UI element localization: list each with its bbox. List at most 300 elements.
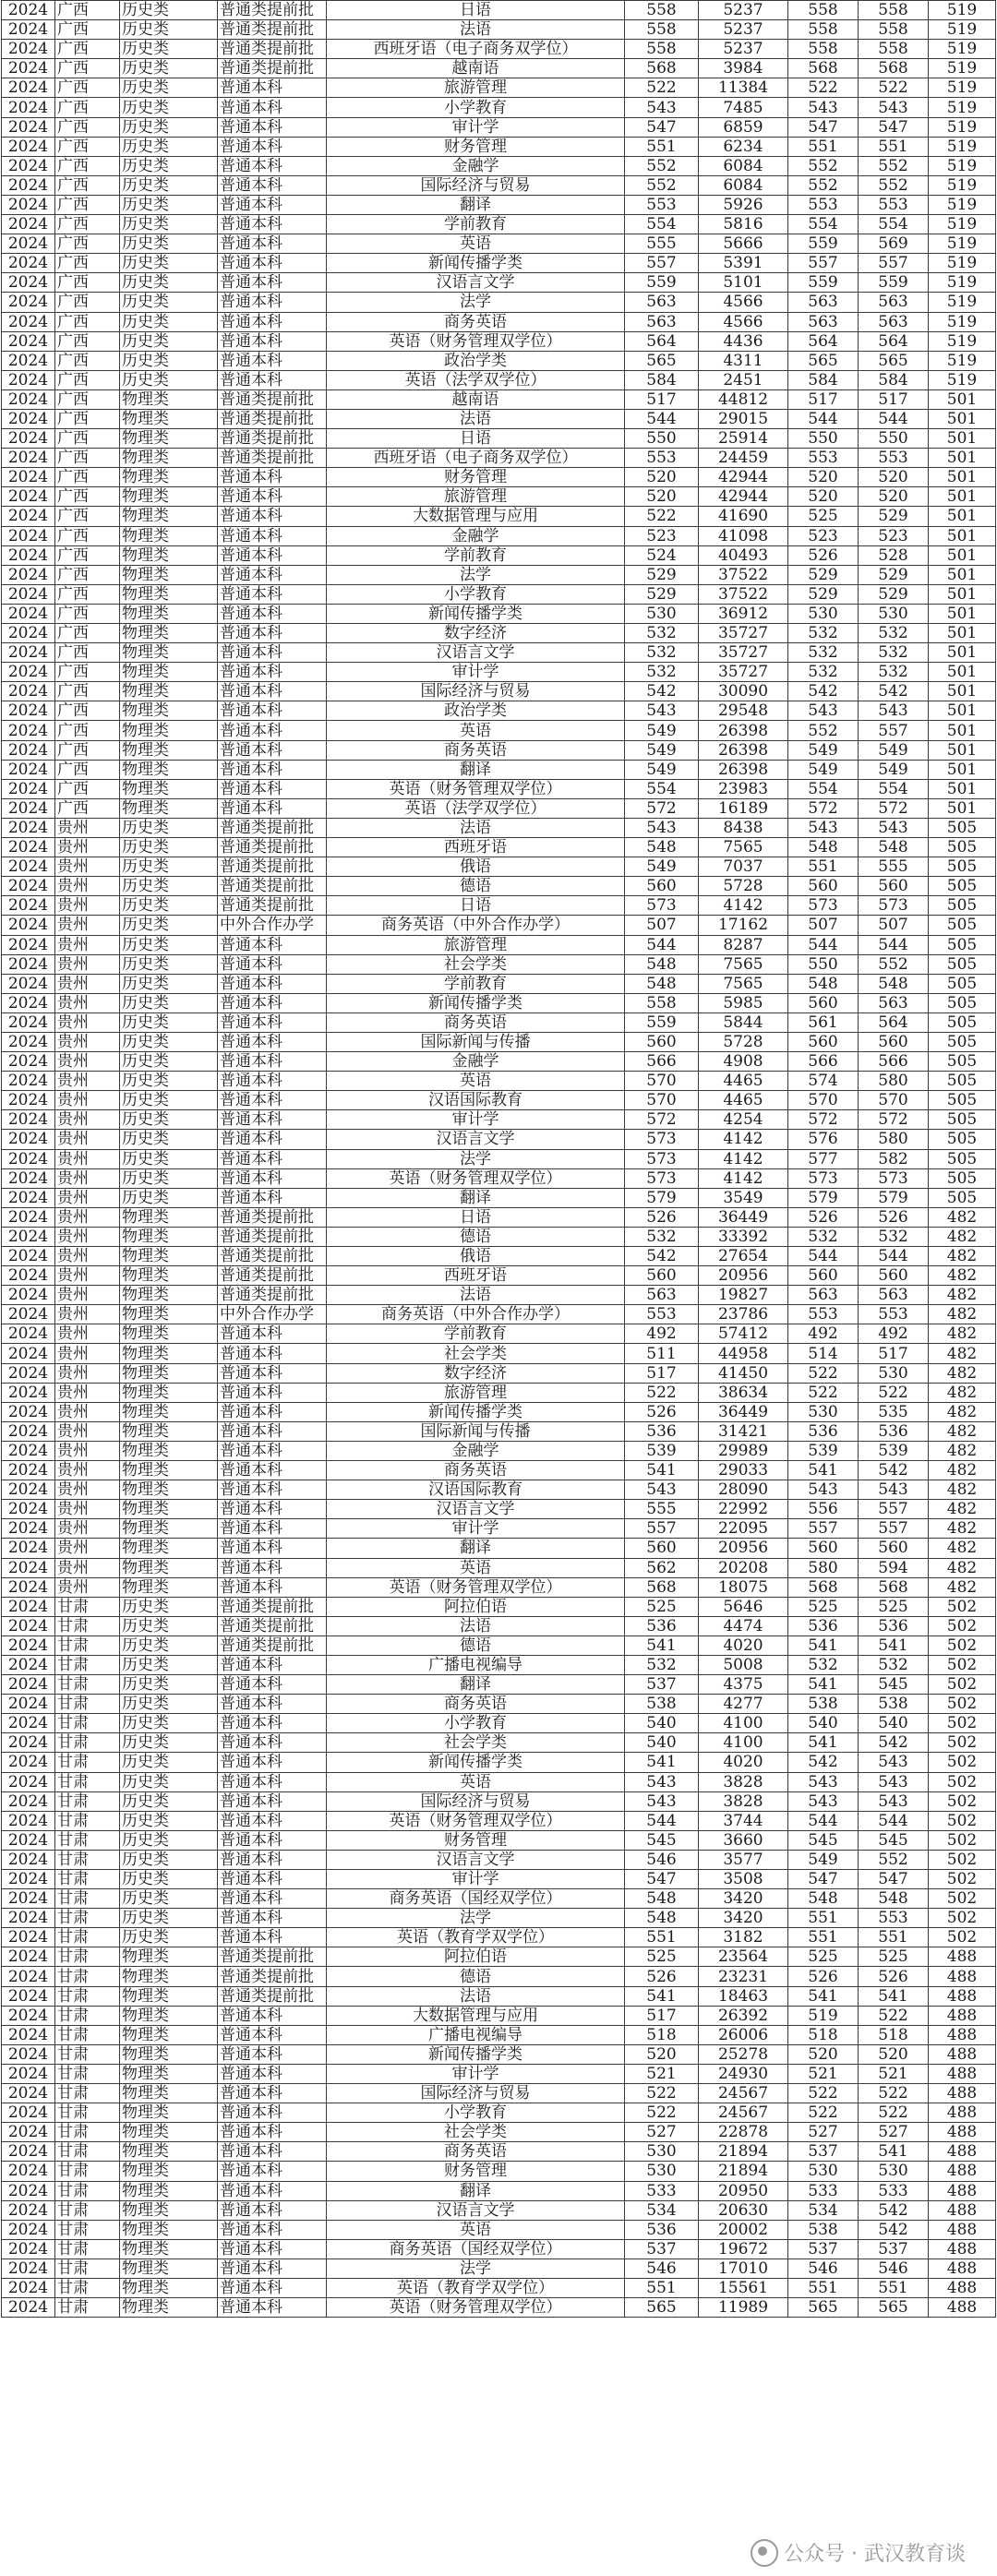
year-cell: 2024 [2, 1655, 55, 1674]
major-cell: 英语 [327, 234, 625, 254]
year-cell: 2024 [2, 1616, 55, 1635]
table-row [2, 312, 996, 331]
max-score-cell: 558 [859, 40, 929, 59]
avg-score-cell: 537 [788, 2239, 859, 2258]
major-cell: 数字经济 [327, 1363, 625, 1383]
min-score-cell: 522 [625, 2084, 699, 2103]
avg-score-cell: 522 [788, 1383, 859, 1402]
major-cell: 英语（法学双学位） [327, 370, 625, 389]
max-score-cell: 572 [859, 798, 929, 818]
table-row [2, 760, 996, 779]
subject-cell: 物理类 [120, 1207, 218, 1227]
year-cell: 2024 [2, 117, 55, 137]
subject-cell: 历史类 [120, 1753, 218, 1772]
avg-score-cell: 560 [788, 1266, 859, 1286]
subject-cell: 历史类 [120, 1188, 218, 1207]
major-cell: 商务英语 [327, 1695, 625, 1714]
major-cell: 法语 [327, 1616, 625, 1635]
province-cell: 广西 [55, 545, 120, 565]
min-rank-cell: 26006 [699, 2025, 788, 2044]
min-score-cell: 573 [625, 1149, 699, 1168]
avg-score-cell: 520 [788, 487, 859, 507]
year-cell: 2024 [2, 2239, 55, 2258]
subject-cell: 历史类 [120, 1714, 218, 1733]
major-cell: 旅游管理 [327, 487, 625, 507]
province-cell: 贵州 [55, 1305, 120, 1324]
min-score-cell: 558 [625, 993, 699, 1012]
min-rank-cell: 3508 [699, 1870, 788, 1889]
year-cell: 2024 [2, 1830, 55, 1850]
table-row [2, 98, 996, 117]
major-cell: 学前教育 [327, 1324, 625, 1344]
min-rank-cell: 37522 [699, 565, 788, 584]
min-rank-cell: 20956 [699, 1539, 788, 1558]
province-cell: 甘肃 [55, 1811, 120, 1830]
province-cell: 贵州 [55, 974, 120, 993]
batch-cell: 普通本科 [218, 117, 327, 137]
major-cell: 法学 [327, 1909, 625, 1928]
control-line-cell: 488 [929, 1947, 996, 1967]
control-line-cell: 519 [929, 273, 996, 293]
min-score-cell: 545 [625, 1830, 699, 1850]
year-cell: 2024 [2, 2025, 55, 2044]
batch-cell: 普通本科 [218, 312, 327, 331]
max-score-cell: 563 [859, 312, 929, 331]
max-score-cell: 542 [859, 2200, 929, 2220]
subject-cell: 历史类 [120, 1052, 218, 1072]
table-row [2, 526, 996, 545]
min-rank-cell: 26392 [699, 2006, 788, 2025]
min-score-cell: 511 [625, 1344, 699, 1363]
subject-cell: 历史类 [120, 1889, 218, 1909]
max-score-cell: 549 [859, 760, 929, 779]
min-score-cell: 548 [625, 954, 699, 974]
year-cell: 2024 [2, 78, 55, 98]
batch-cell: 普通本科 [218, 1500, 327, 1519]
avg-score-cell: 525 [788, 507, 859, 526]
min-score-cell: 534 [625, 2200, 699, 2220]
avg-score-cell: 525 [788, 1597, 859, 1616]
major-cell: 英语 [327, 721, 625, 740]
control-line-cell: 482 [929, 1480, 996, 1500]
min-rank-cell: 18075 [699, 1577, 788, 1597]
avg-score-cell: 541 [788, 1635, 859, 1655]
major-cell: 新闻传播学类 [327, 993, 625, 1012]
year-cell: 2024 [2, 2258, 55, 2278]
subject-cell: 物理类 [120, 1227, 218, 1246]
max-score-cell: 580 [859, 1072, 929, 1091]
control-line-cell: 505 [929, 877, 996, 896]
max-score-cell: 543 [859, 1480, 929, 1500]
min-rank-cell: 3828 [699, 1772, 788, 1791]
table-row [2, 1072, 996, 1091]
control-line-cell: 502 [929, 1772, 996, 1791]
province-cell: 广西 [55, 20, 120, 40]
max-score-cell: 522 [859, 2084, 929, 2103]
control-line-cell: 482 [929, 1344, 996, 1363]
batch-cell: 普通本科 [218, 1870, 327, 1889]
table-row [2, 1597, 996, 1616]
min-rank-cell: 26398 [699, 760, 788, 779]
subject-cell: 历史类 [120, 993, 218, 1012]
avg-score-cell: 522 [788, 78, 859, 98]
major-cell: 西班牙语（电子商务双学位） [327, 40, 625, 59]
year-cell: 2024 [2, 351, 55, 370]
batch-cell: 普通本科 [218, 565, 327, 584]
subject-cell: 物理类 [120, 2162, 218, 2181]
avg-score-cell: 530 [788, 2162, 859, 2181]
control-line-cell: 505 [929, 1168, 996, 1188]
year-cell: 2024 [2, 2084, 55, 2103]
major-cell: 商务英语（国经双学位） [327, 1889, 625, 1909]
table-row [2, 1207, 996, 1227]
control-line-cell: 488 [929, 2025, 996, 2044]
max-score-cell: 552 [859, 1850, 929, 1869]
min-score-cell: 530 [625, 2162, 699, 2181]
year-cell: 2024 [2, 584, 55, 604]
batch-cell: 普通本科 [218, 98, 327, 117]
province-cell: 广西 [55, 117, 120, 137]
subject-cell: 物理类 [120, 2298, 218, 2318]
avg-score-cell: 529 [788, 584, 859, 604]
control-line-cell: 505 [929, 1188, 996, 1207]
batch-cell: 普通本科 [218, 1558, 327, 1577]
control-line-cell: 502 [929, 1909, 996, 1928]
major-cell: 英语 [327, 1558, 625, 1577]
subject-cell: 历史类 [120, 293, 218, 312]
major-cell: 汉语国际教育 [327, 1091, 625, 1110]
min-score-cell: 554 [625, 215, 699, 234]
batch-cell: 普通本科 [218, 215, 327, 234]
major-cell: 国际新闻与传播 [327, 1421, 625, 1441]
province-cell: 广西 [55, 98, 120, 117]
control-line-cell: 488 [929, 2084, 996, 2103]
subject-cell: 物理类 [120, 2064, 218, 2083]
max-score-cell: 541 [859, 2142, 929, 2162]
min-score-cell: 555 [625, 234, 699, 254]
table-row [2, 195, 996, 214]
max-score-cell: 551 [859, 137, 929, 156]
province-cell: 贵州 [55, 1130, 120, 1149]
subject-cell: 历史类 [120, 935, 218, 954]
batch-cell: 普通本科 [218, 1130, 327, 1149]
table-row [2, 1733, 996, 1753]
min-score-cell: 549 [625, 740, 699, 760]
table-row [2, 1402, 996, 1421]
major-cell: 财务管理 [327, 1830, 625, 1850]
max-score-cell: 565 [859, 2298, 929, 2318]
min-rank-cell: 4908 [699, 1052, 788, 1072]
table-row [2, 954, 996, 974]
avg-score-cell: 537 [788, 2142, 859, 2162]
year-cell: 2024 [2, 156, 55, 175]
min-rank-cell: 22992 [699, 1500, 788, 1519]
batch-cell: 普通本科 [218, 954, 327, 974]
subject-cell: 历史类 [120, 1655, 218, 1674]
min-score-cell: 558 [625, 40, 699, 59]
control-line-cell: 482 [929, 1324, 996, 1344]
min-score-cell: 573 [625, 1130, 699, 1149]
min-rank-cell: 4020 [699, 1753, 788, 1772]
min-score-cell: 533 [625, 2181, 699, 2200]
province-cell: 甘肃 [55, 1870, 120, 1889]
avg-score-cell: 551 [788, 1909, 859, 1928]
min-score-cell: 557 [625, 254, 699, 273]
min-rank-cell: 38634 [699, 1383, 788, 1402]
control-line-cell: 482 [929, 1305, 996, 1324]
max-score-cell: 530 [859, 1363, 929, 1383]
major-cell: 翻译 [327, 2181, 625, 2200]
max-score-cell: 584 [859, 370, 929, 389]
control-line-cell: 519 [929, 370, 996, 389]
major-cell: 翻译 [327, 760, 625, 779]
subject-cell: 历史类 [120, 1635, 218, 1655]
province-cell: 广西 [55, 584, 120, 604]
min-score-cell: 549 [625, 760, 699, 779]
major-cell: 审计学 [327, 663, 625, 682]
avg-score-cell: 550 [788, 429, 859, 449]
control-line-cell: 505 [929, 1091, 996, 1110]
batch-cell: 普通本科 [218, 974, 327, 993]
avg-score-cell: 568 [788, 1577, 859, 1597]
max-score-cell: 557 [859, 721, 929, 740]
min-score-cell: 537 [625, 2239, 699, 2258]
batch-cell: 普通本科 [218, 175, 327, 195]
major-cell: 新闻传播学类 [327, 1402, 625, 1421]
control-line-cell: 502 [929, 1753, 996, 1772]
subject-cell: 物理类 [120, 1441, 218, 1460]
subject-cell: 物理类 [120, 1247, 218, 1266]
year-cell: 2024 [2, 2103, 55, 2123]
control-line-cell: 482 [929, 1383, 996, 1402]
max-score-cell: 568 [859, 59, 929, 78]
max-score-cell: 518 [859, 2025, 929, 2044]
table-row [2, 351, 996, 370]
subject-cell: 物理类 [120, 1967, 218, 1986]
control-line-cell: 502 [929, 1889, 996, 1909]
province-cell: 贵州 [55, 1188, 120, 1207]
batch-cell: 普通类提前批 [218, 1947, 327, 1967]
max-score-cell: 569 [859, 234, 929, 254]
subject-cell: 历史类 [120, 1830, 218, 1850]
avg-score-cell: 559 [788, 234, 859, 254]
min-score-cell: 543 [625, 1772, 699, 1791]
max-score-cell: 543 [859, 1753, 929, 1772]
min-score-cell: 551 [625, 2278, 699, 2297]
avg-score-cell: 541 [788, 1675, 859, 1695]
min-score-cell: 559 [625, 273, 699, 293]
province-cell: 贵州 [55, 1441, 120, 1460]
min-score-cell: 544 [625, 409, 699, 428]
control-line-cell: 501 [929, 468, 996, 487]
control-line-cell: 488 [929, 2006, 996, 2025]
control-line-cell: 519 [929, 1, 996, 20]
major-cell: 金融学 [327, 526, 625, 545]
avg-score-cell: 532 [788, 624, 859, 643]
year-cell: 2024 [2, 857, 55, 877]
avg-score-cell: 548 [788, 1889, 859, 1909]
subject-cell: 历史类 [120, 351, 218, 370]
province-cell: 甘肃 [55, 1830, 120, 1850]
table-row [2, 487, 996, 507]
major-cell: 国际新闻与传播 [327, 1032, 625, 1051]
avg-score-cell: 538 [788, 2220, 859, 2239]
province-cell: 广西 [55, 449, 120, 468]
subject-cell: 物理类 [120, 487, 218, 507]
year-cell: 2024 [2, 1130, 55, 1149]
max-score-cell: 553 [859, 1305, 929, 1324]
min-score-cell: 548 [625, 838, 699, 857]
min-rank-cell: 11384 [699, 78, 788, 98]
batch-cell: 普通类提前批 [218, 1635, 327, 1655]
min-score-cell: 526 [625, 1967, 699, 1986]
avg-score-cell: 574 [788, 1072, 859, 1091]
batch-cell: 普通本科 [218, 721, 327, 740]
major-cell: 国际经济与贸易 [327, 682, 625, 701]
major-cell: 越南语 [327, 389, 625, 409]
year-cell: 2024 [2, 1266, 55, 1286]
avg-score-cell: 579 [788, 1188, 859, 1207]
avg-score-cell: 543 [788, 818, 859, 837]
year-cell: 2024 [2, 1227, 55, 1246]
wechat-logo-icon [751, 2539, 778, 2567]
avg-score-cell: 551 [788, 1928, 859, 1947]
min-rank-cell: 29989 [699, 1441, 788, 1460]
table-row [2, 1635, 996, 1655]
province-cell: 甘肃 [55, 2142, 120, 2162]
major-cell: 汉语言文学 [327, 643, 625, 663]
avg-score-cell: 532 [788, 1655, 859, 1674]
max-score-cell: 550 [859, 429, 929, 449]
province-cell: 甘肃 [55, 2084, 120, 2103]
max-score-cell: 563 [859, 993, 929, 1012]
max-score-cell: 563 [859, 1286, 929, 1305]
table-row [2, 1616, 996, 1635]
province-cell: 贵州 [55, 1344, 120, 1363]
subject-cell: 物理类 [120, 389, 218, 409]
year-cell: 2024 [2, 1714, 55, 1733]
province-cell: 广西 [55, 526, 120, 545]
province-cell: 贵州 [55, 1012, 120, 1032]
province-cell: 贵州 [55, 1032, 120, 1051]
subject-cell: 物理类 [120, 2123, 218, 2142]
min-rank-cell: 36449 [699, 1207, 788, 1227]
min-rank-cell: 5816 [699, 215, 788, 234]
control-line-cell: 488 [929, 2200, 996, 2220]
table-row [2, 1480, 996, 1500]
subject-cell: 物理类 [120, 507, 218, 526]
min-rank-cell: 17010 [699, 2258, 788, 2278]
max-score-cell: 543 [859, 818, 929, 837]
max-score-cell: 532 [859, 624, 929, 643]
table-row [2, 507, 996, 526]
min-score-cell: 507 [625, 916, 699, 935]
batch-cell: 普通本科 [218, 78, 327, 98]
year-cell: 2024 [2, 779, 55, 798]
control-line-cell: 519 [929, 20, 996, 40]
max-score-cell: 580 [859, 1130, 929, 1149]
control-line-cell: 505 [929, 1072, 996, 1091]
province-cell: 贵州 [55, 1480, 120, 1500]
max-score-cell: 552 [859, 954, 929, 974]
max-score-cell: 520 [859, 2044, 929, 2064]
province-cell: 贵州 [55, 857, 120, 877]
min-score-cell: 552 [625, 156, 699, 175]
min-score-cell: 518 [625, 2025, 699, 2044]
max-score-cell: 545 [859, 1830, 929, 1850]
avg-score-cell: 548 [788, 974, 859, 993]
min-score-cell: 532 [625, 624, 699, 643]
batch-cell: 普通本科 [218, 701, 327, 721]
avg-score-cell: 584 [788, 370, 859, 389]
major-cell: 英语 [327, 1072, 625, 1091]
min-score-cell: 524 [625, 545, 699, 565]
subject-cell: 历史类 [120, 1, 218, 20]
year-cell: 2024 [2, 1753, 55, 1772]
year-cell: 2024 [2, 1383, 55, 1402]
province-cell: 甘肃 [55, 2278, 120, 2297]
subject-cell: 物理类 [120, 2258, 218, 2278]
control-line-cell: 501 [929, 760, 996, 779]
batch-cell: 普通本科 [218, 1909, 327, 1928]
min-rank-cell: 44958 [699, 1344, 788, 1363]
table-row [2, 2025, 996, 2044]
province-cell: 甘肃 [55, 1772, 120, 1791]
avg-score-cell: 543 [788, 1791, 859, 1811]
province-cell: 甘肃 [55, 2181, 120, 2200]
batch-cell: 普通类提前批 [218, 818, 327, 837]
min-rank-cell: 20208 [699, 1558, 788, 1577]
subject-cell: 历史类 [120, 1091, 218, 1110]
major-cell: 商务英语（中外合作办学） [327, 1305, 625, 1324]
min-rank-cell: 4436 [699, 331, 788, 351]
province-cell: 贵州 [55, 1577, 120, 1597]
subject-cell: 历史类 [120, 954, 218, 974]
min-score-cell: 527 [625, 2123, 699, 2142]
subject-cell: 物理类 [120, 2220, 218, 2239]
province-cell: 广西 [55, 604, 120, 623]
control-line-cell: 501 [929, 798, 996, 818]
subject-cell: 历史类 [120, 1130, 218, 1149]
avg-score-cell: 543 [788, 98, 859, 117]
year-cell: 2024 [2, 1947, 55, 1967]
min-rank-cell: 29548 [699, 701, 788, 721]
year-cell: 2024 [2, 818, 55, 837]
year-cell: 2024 [2, 409, 55, 428]
subject-cell: 物理类 [120, 663, 218, 682]
subject-cell: 物理类 [120, 468, 218, 487]
control-line-cell: 502 [929, 1811, 996, 1830]
province-cell: 贵州 [55, 1149, 120, 1168]
year-cell: 2024 [2, 2278, 55, 2297]
year-cell: 2024 [2, 1207, 55, 1227]
year-cell: 2024 [2, 896, 55, 916]
min-rank-cell: 2451 [699, 370, 788, 389]
control-line-cell: 488 [929, 2103, 996, 2123]
province-cell: 甘肃 [55, 1675, 120, 1695]
avg-score-cell: 551 [788, 137, 859, 156]
province-cell: 贵州 [55, 1324, 120, 1344]
control-line-cell: 482 [929, 1461, 996, 1480]
control-line-cell: 501 [929, 682, 996, 701]
min-score-cell: 544 [625, 935, 699, 954]
major-cell: 学前教育 [327, 545, 625, 565]
control-line-cell: 501 [929, 389, 996, 409]
max-score-cell: 564 [859, 331, 929, 351]
min-rank-cell: 24567 [699, 2084, 788, 2103]
province-cell: 广西 [55, 779, 120, 798]
min-rank-cell: 6084 [699, 156, 788, 175]
